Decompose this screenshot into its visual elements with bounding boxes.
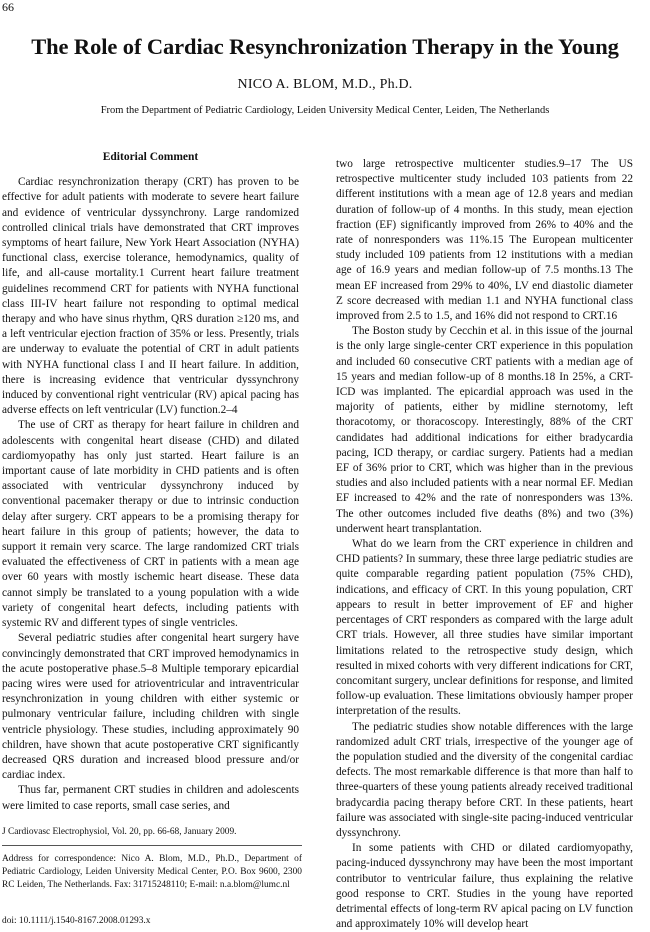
body-paragraph: What do we learn from the CRT experience in children and CHD patients? In summary, these three large pediatric studies are quite comparable regarding patient population (75% CHD), indications, and efficacy of CRT. In this young population, CRT appears to result in better improvement of EF and higher percentages of CRT responders as compared with the large adult CRT trials. However, all three studies have similar important limitations related to the retrospective study design, which resulted in mixed cohorts with very different indications for CRT, concomitant surgery, unclear definitions for response, and limited follow-up evaluation. These limitations obviously hamper proper interpretation of the results. (336, 538, 633, 718)
body-paragraph: Several pediatric studies after congenital heart surgery have convincingly demonstrated that CRT improved hemodynamics in the acute postoperative phase.5–8 Multiple temporary epicardial pacing wires were used for atrioventricular and intraventricular resynchronization in young children with either systemic or pulmonary ventricular failure, including children with single ventricle physiology. These studies, including approximately 90 children, have shown that acute postoperative CRT significantly decreased QRS duration and increased blood pressure and/or cardiac index. (2, 632, 299, 782)
article-title: The Role of Cardiac Resynchronization Therapy in the Young (31, 34, 619, 59)
body-paragraph: Thus far, permanent CRT studies in children and adolescents were limited to case reports, small case series, and (2, 784, 299, 812)
section-heading: Editorial Comment (102, 151, 199, 163)
right-column (336, 157, 633, 932)
correspondence-address: Address for correspondence: Nico A. Blom, M.D., Ph.D., Department of Pediatric Cardiology, Leiden University Medical Center, P.O. Box 9600, 2300 RC Leiden, The Netherlands. Fax: 31715248110; E-mail: n.a.blom@lumc.nl (2, 854, 302, 890)
left-column (2, 150, 299, 814)
affiliation-line: From the Department of Pediatric Cardiology, Leiden University Medical Center, Leiden, The Netherlands (100, 105, 550, 116)
body-paragraph: The pediatric studies show notable differences with the large randomized adult CRT trials, irrespective of the younger age of the population studied and the diversity of the congenital cardiac defects. The most remarkable difference is that more than half to three-quarters of these young patients already received traditional bradycardia pacing therapy before CRT. In these patients, heart failure was associated with single-site pacing-induced ventricular dyssynchrony. (336, 720, 633, 839)
body-paragraph: The Boston study by Cecchin et al. in this issue of the journal is the only large single-center CRT experience in this population and included 60 consecutive CRT patients with a median age of 15 years and median follow-up of 8 months.18 In 25%, a CRT-ICD was implanted. The epicardial approach was used in the majority of patients, either by midline sternotomy, left thoracotomy, or thoracoscopy. Interestingly, 88% of the CRT candidates had additional indications for either bradycardia pacing, ICD therapy, or cardiac surgery. Patients had a median EF of 36% prior to CRT, which was higher than in the previous studies and also included patients with a near normal EF. Median EF increased to 42% and the rate of nonresponders was 13%. The other outcomes included five deaths (8%) and two (3%) underwent heart transplantation. (336, 325, 633, 535)
body-paragraph: two large retrospective multicenter studies.9–17 The US retrospective multicenter study included 103 patients from 22 different institutions with a mean age of 12.8 years and median duration of follow-up of 4 months. In this study, mean ejection fraction (EF) significantly improved from 26% to 40% and the rate of nonresponders was 11%.15 The European multicenter study included 109 patients from 12 institutions with a median age of 16.9 years and median follow-up of 7.5 months.13 The mean EF increased from 29% to 40%, LV end diastolic diameter Z score decreased with median 1.1 and NYHA functional class improved from 2.5 to 1.5, and 16% did not respond to CRT.16 (336, 158, 633, 323)
doi-line: doi: 10.1111/j.1540-8167.2008.01293.x (2, 916, 151, 926)
body-paragraph: Cardiac resynchronization therapy (CRT) has proven to be effective for adult patients with moderate to severe heart failure and evidence of ventricular dyssynchrony. Large randomized controlled clinical trials have demonstrated that CRT improves symptoms of heart failure, New York Heart Association (NYHA) functional class, exercise tolerance, hemodynamics, quality of life, and all-cause mortality.1 Current heart failure treatment guidelines recommend CRT for patients with NYHA functional class III-IV heart failure not responding to optimal medical therapy and who have sinus rhythm, QRS duration ≥120 ms, and a left ventricular ejection fraction of 35% or less. Presently, trials are underway to evaluate the potential of CRT in adult patients with NYHA functional class I and II heart failure. In addition, there is increasing evidence that ventricular dyssynchrony induced by conventional right ventricular (RV) apical pacing has adverse effects on left ventricular (LV) function.2–4 (2, 176, 299, 417)
body-paragraph: In some patients with CHD or dilated cardiomyopathy, pacing-induced dyssynchrony may have been the most important contributor to ventricular failure, thus explaining the relative good response to CRT. Studies in the young have reported detrimental effects of long-term RV apical pacing on LV function and approximately 10% will develop heart (336, 842, 633, 931)
footnote-divider (2, 845, 302, 846)
author-line: NICO A. BLOM, M.D., Ph.D. (237, 77, 413, 92)
body-paragraph: The use of CRT as therapy for heart failure in children and adolescents with congenital heart disease (CHD) and dilated cardiomyopathy has only just started. Heart failure is an important cause of late morbidity in CHD patients and is often associated with ventricular dyssynchrony induced by conventional pacemaker therapy or due to intrinsic conduction delay after surgery. CRT appears to be a promising therapy for heart failure in this group of patients; however, the data to support it remain very scarce. The large randomized CRT trials evaluated the effectiveness of CRT in patients with a mean age over 60 years with mostly ischemic heart disease. These data cannot simply be translated to a young population with a wide variety of congenital heart defects, including patients with systemic RV and different types of single ventricles. (2, 419, 299, 630)
page-number: 66 (2, 0, 14, 14)
journal-citation: J Cardiovasc Electrophysiol, Vol. 20, pp. 66-68, January 2009. (2, 827, 237, 837)
